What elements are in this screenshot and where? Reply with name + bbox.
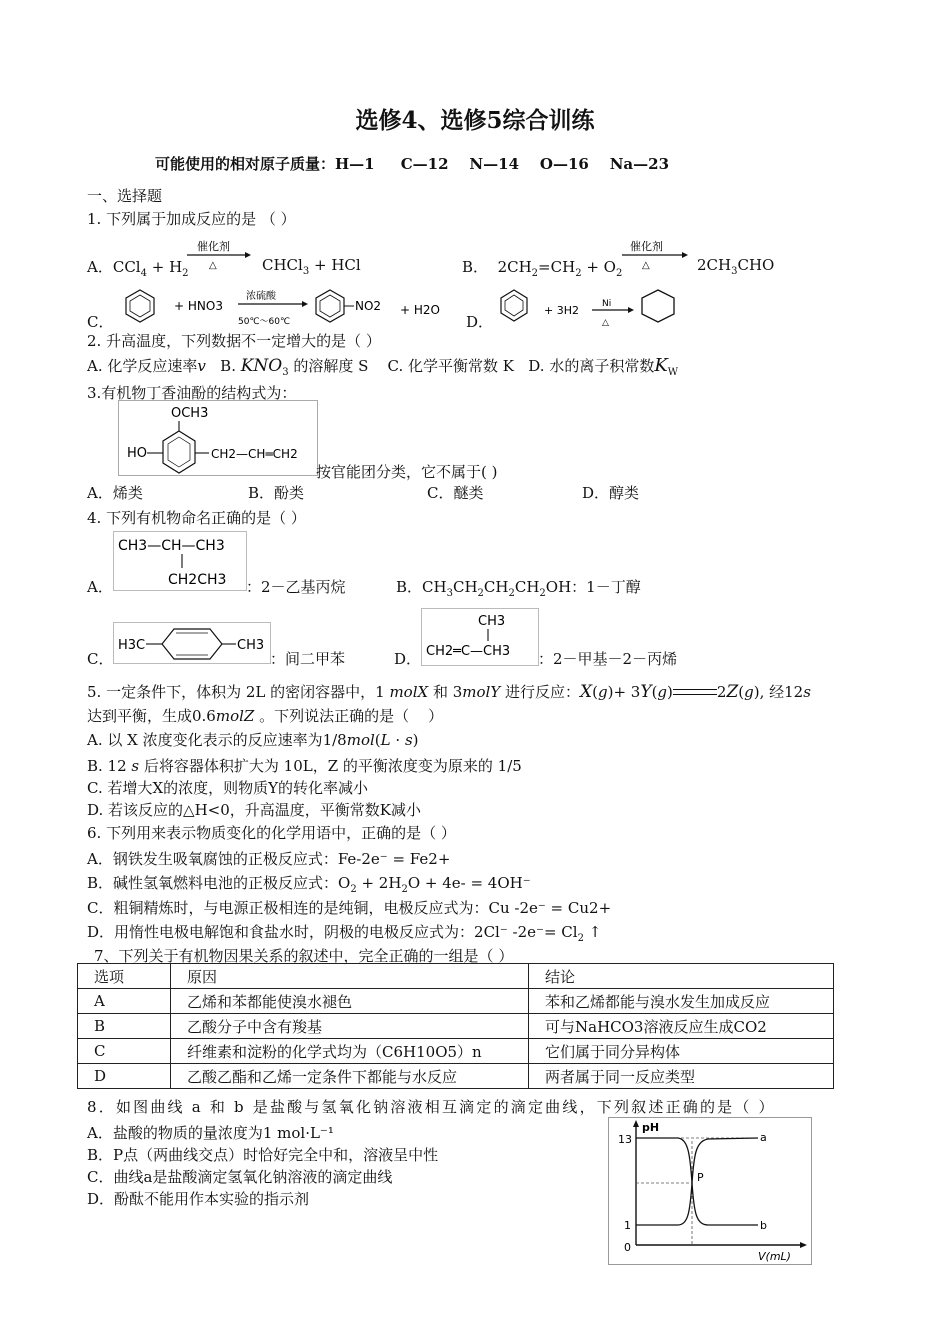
eugenol-structure	[118, 400, 318, 476]
svg-text:H3C: H3C	[118, 638, 146, 653]
q1-d-equation	[494, 284, 684, 330]
svg-text:NO2: NO2	[355, 299, 382, 313]
svg-text:△: △	[209, 260, 217, 271]
q8-option-a: A．盐酸的物质的量浓度为1 mol·L⁻¹	[87, 1124, 334, 1142]
q4-option-d-label: D．	[394, 650, 422, 668]
q8-option-c: C．曲线a是盐酸滴定氢氧化钠溶液的滴定曲线	[87, 1168, 393, 1186]
svg-text:CH3: CH3	[478, 614, 506, 629]
q1-b-products: $2CH_3CHO$	[697, 256, 775, 277]
tick-13: 13	[618, 1133, 632, 1146]
svg-text:催化剂: 催化剂	[197, 240, 230, 253]
x-axis-label: V(mL)	[758, 1250, 791, 1263]
table-header-row	[78, 964, 834, 989]
svg-text:CH2═C—CH3: CH2═C—CH3	[426, 644, 511, 659]
q3-option-b: B．酚类	[248, 484, 305, 502]
cyclohexane-ring-icon	[642, 290, 674, 322]
svg-text:+ 3H2: + 3H2	[544, 304, 579, 317]
page-title: 选修4、选修5综合训练	[355, 107, 595, 134]
q5-stem-1: 5. 一定条件下，体积为 2L 的密闭容器中，1 molX 和 3molY 进行反应：X(g)+ 3Y(g) 2Z(g), 经12s	[87, 682, 811, 702]
svg-text:OCH3: OCH3	[171, 406, 209, 421]
svg-text:50℃～60℃: 50℃～60℃	[238, 317, 291, 327]
q1-stem: 1. 下列属于加成反应的是 （ ）	[87, 210, 296, 228]
q4-option-a-label: A．	[87, 578, 113, 596]
q3-tail: 按官能团分类，它不属于( )	[316, 463, 498, 481]
q2-stem: 2. 升高温度，下列数据不一定增大的是（ ）	[87, 332, 381, 350]
q3-stem: 3.有机物丁香油酚的结构式为：	[87, 384, 297, 402]
curve-b-label: b	[760, 1219, 767, 1232]
q7-stem: 7、下列关于有机物因果关系的叙述中，完全正确的一组是（ ）	[94, 947, 514, 965]
q4-option-b: B．$CH_3CH_2CH_2CH_2OH$：1－丁醇	[396, 578, 641, 599]
table-cell: 可与NaHCO3溶液反应生成CO2	[529, 1014, 834, 1039]
table-row	[78, 1014, 834, 1039]
q5-stem-2: 达到平衡，生成0.6molZ 。下列说法正确的是（ ）	[87, 707, 444, 725]
table-row	[78, 1064, 834, 1089]
q1-a-arrow	[183, 238, 253, 272]
q3-option-a: A．烯类	[87, 484, 143, 502]
table-cell: C	[78, 1039, 171, 1064]
table-row	[78, 1039, 834, 1064]
q4-option-a-name: ：2－乙基丙烷	[246, 578, 346, 596]
q4-stem: 4. 下列有机物命名正确的是（ ）	[87, 509, 306, 527]
q3-option-d: D．醇类	[582, 484, 640, 502]
q1-a-products: CHCl$_3$ + HCl	[262, 256, 361, 277]
curve-a-label: a	[760, 1131, 767, 1144]
q4-option-c-label: C．	[87, 650, 114, 668]
svg-text:浓硫酸: 浓硫酸	[246, 291, 276, 302]
q4-option-d-name: ：2－甲基－2－丙烯	[538, 650, 678, 668]
q7-table	[77, 963, 834, 1089]
q6-option-a: A．钢铁发生吸氧腐蚀的正极反应式：Fe-2e⁻ = Fe2+	[87, 850, 451, 868]
table-header: 原因	[171, 964, 529, 989]
section-heading: 一、选择题	[87, 187, 163, 205]
svg-text:CH3: CH3	[237, 638, 265, 653]
q6-option-d: D．用惰性电极电解饱和食盐水时，阴极的电极反应式为：2Cl⁻ $-2e^-= Cl_2$ ↑	[87, 923, 602, 944]
q4-a-structure	[113, 531, 247, 591]
svg-text:+ H2O: + H2O	[400, 303, 440, 317]
q2-options: A. 化学反应速率v B. $KNO_3$ 的溶解度 S C. 化学平衡常数 K D. 水的离子积常数$K_W$	[87, 355, 679, 378]
titration-curve-graph	[608, 1117, 812, 1265]
table-row	[78, 989, 834, 1014]
svg-text:△: △	[642, 260, 650, 271]
q1-option-d-label: D．	[466, 313, 494, 331]
table-cell: A	[78, 989, 171, 1014]
q1-option-c-label: C．	[87, 313, 114, 331]
svg-text:CH2—CH═CH2: CH2—CH═CH2	[211, 447, 298, 461]
q1-c-equation	[116, 284, 446, 330]
y-axis-label: pH	[642, 1121, 660, 1134]
table-header: 选项	[78, 964, 171, 989]
q5-option-c: C. 若增大X的浓度，则物质Y的转化率减小	[87, 779, 369, 797]
svg-text:HO: HO	[127, 446, 148, 461]
svg-text:催化剂: 催化剂	[630, 240, 663, 253]
svg-text:CH3—CH—CH3: CH3—CH—CH3	[118, 538, 225, 554]
q5-option-a: A. 以 X 浓度变化表示的反应速率为1/8mol(L · s)	[87, 731, 419, 749]
table-cell: 乙酸分子中含有羧基	[171, 1014, 529, 1039]
table-cell: B	[78, 1014, 171, 1039]
table-cell: 乙烯和苯都能使溴水褪色	[171, 989, 529, 1014]
q6-option-b: B．碱性氢氧燃料电池的正极反应式：$O_2 + 2H_2O + 4e- = 4OH^-$	[87, 874, 531, 895]
q5-option-d: D. 若该反应的△H<0，升高温度，平衡常数K减小	[87, 801, 421, 819]
svg-text:CH2CH3: CH2CH3	[168, 572, 227, 588]
table-header: 结论	[529, 964, 834, 989]
svg-text:Ni: Ni	[602, 299, 612, 309]
q1-option-b: B． $2CH_2=CH_2 + O_2$	[462, 258, 623, 279]
q4-d-structure	[421, 608, 539, 666]
point-p-label: P	[697, 1171, 704, 1184]
q6-stem: 6. 下列用来表示物质变化的化学用语中，正确的是（ ）	[87, 824, 456, 842]
table-cell: 纤维素和淀粉的化学式均为（C6H10O5）n	[171, 1039, 529, 1064]
svg-text:+ HNO3: + HNO3	[174, 299, 223, 313]
table-cell: 苯和乙烯都能与溴水发生加成反应	[529, 989, 834, 1014]
atomic-masses: 可能使用的相对原子质量：H—1 C—12 N—14 O—16 Na—23	[155, 155, 670, 173]
q3-option-c: C．醚类	[427, 484, 484, 502]
q8-stem: 8．如图曲线 a 和 b 是盐酸与氢氧化钠溶液相互滴定的滴定曲线，下列叙述正确的是（ ）	[87, 1098, 776, 1116]
q6-option-c: C．粗铜精炼时，与电源正极相连的是纯铜，电极反应式为：Cu -2e⁻ = Cu2+	[87, 899, 612, 917]
q4-c-structure	[113, 622, 271, 664]
tick-0: 0	[624, 1241, 631, 1254]
q5-option-b: B. 12 s 后将容器体积扩大为 10L，Z 的平衡浓度变为原来的 1/5	[87, 757, 522, 775]
q8-option-b: B．P点（两曲线交点）时恰好完全中和，溶液呈中性	[87, 1146, 439, 1164]
table-cell: 乙酸乙酯和乙烯一定条件下都能与水反应	[171, 1064, 529, 1089]
q4-option-c-name: ：间二甲苯	[270, 650, 346, 668]
table-cell: 两者属于同一反应类型	[529, 1064, 834, 1089]
table-cell: D	[78, 1064, 171, 1089]
q1-option-a: A．$CCl_4 + H_2$	[87, 258, 189, 279]
q1-b-arrow	[620, 238, 692, 272]
svg-text:△: △	[602, 318, 609, 328]
benzene-ring-icon	[162, 629, 222, 659]
tick-1: 1	[624, 1219, 631, 1232]
q8-option-d: D．酚酞不能用作本实验的指示剂	[87, 1190, 310, 1208]
table-cell: 它们属于同分异构体	[529, 1039, 834, 1064]
